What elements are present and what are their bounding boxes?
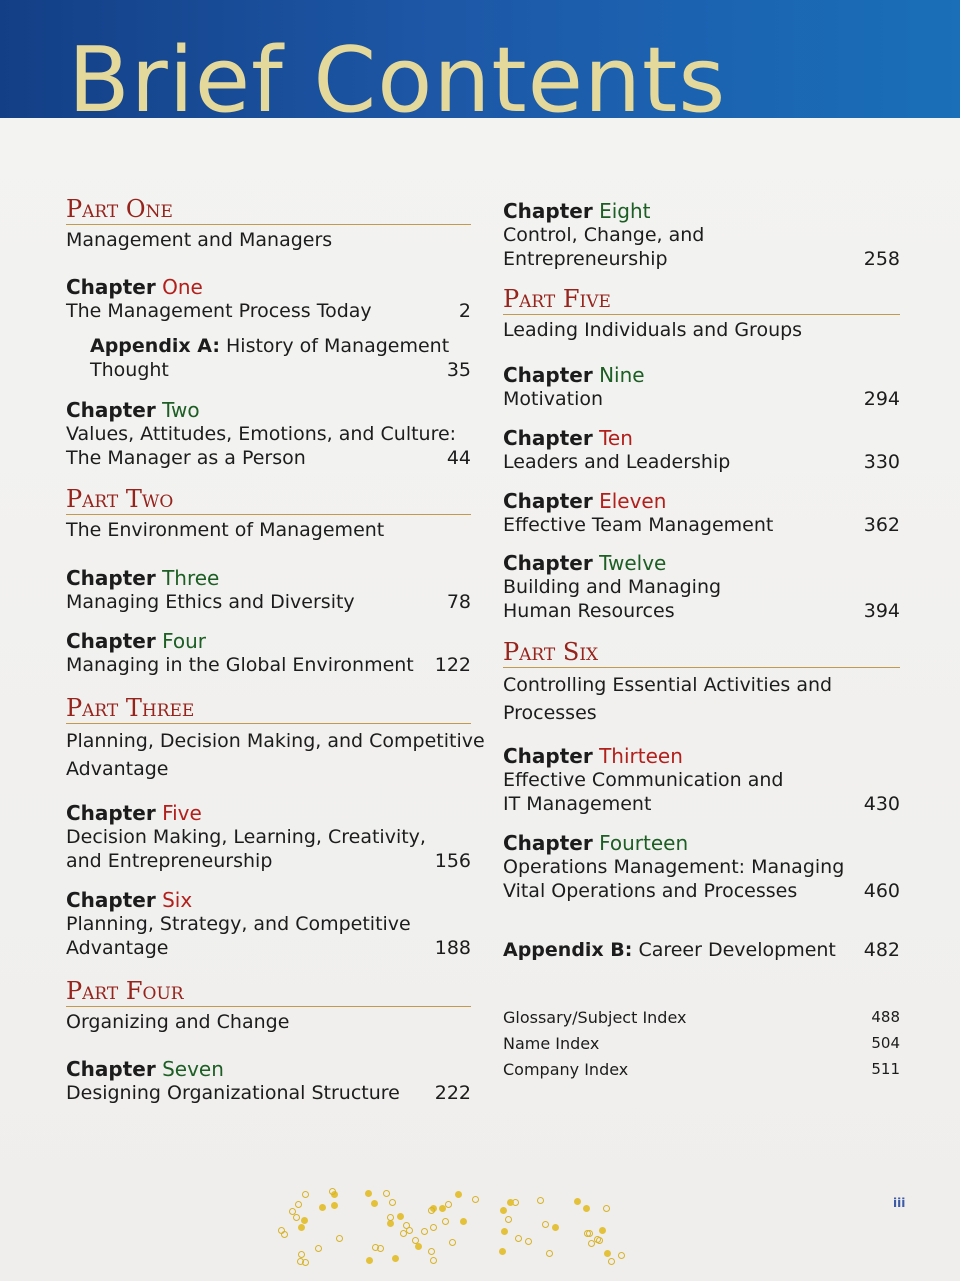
- part-subtitle: Management and Managers: [66, 229, 333, 251]
- page-number: 294: [863, 388, 900, 410]
- chapter-eight-entry[interactable]: [503, 199, 900, 271]
- decorative-dot: [365, 1190, 372, 1197]
- decorative-dot: [439, 1205, 446, 1212]
- decorative-dot: [387, 1214, 394, 1221]
- chapter-word: Chapter: [503, 831, 593, 855]
- chapter-word: Chapter: [66, 275, 156, 299]
- chapter-three-entry[interactable]: [66, 566, 471, 614]
- appendix-label: Appendix A:: [90, 335, 220, 357]
- chapter-number: Four: [162, 629, 207, 653]
- chapter-title-continued: Advantage: [66, 937, 169, 959]
- appendix-title: Career Development: [638, 939, 836, 961]
- part-subtitle: Planning, Decision Making, and Competitive: [66, 730, 485, 752]
- chapter-word: Chapter: [66, 629, 156, 653]
- page-folio: iii: [893, 1196, 906, 1210]
- chapter-number: Eight: [599, 199, 651, 223]
- decorative-dot: [421, 1228, 428, 1235]
- decorative-dot: [515, 1235, 522, 1242]
- part-divider: [66, 1006, 471, 1007]
- decorative-dot: [552, 1224, 559, 1231]
- decorative-dot: [387, 1220, 394, 1227]
- chapter-fourteen-entry[interactable]: [503, 831, 900, 903]
- part-title: Part Three: [66, 694, 195, 722]
- chapter-word: Chapter: [66, 801, 156, 825]
- decorative-dot: [583, 1205, 590, 1212]
- decorative-dot: [366, 1257, 373, 1264]
- decorative-dot: [542, 1221, 549, 1228]
- page-number: 44: [446, 447, 471, 469]
- decorative-dot: [472, 1196, 479, 1203]
- chapter-word: Chapter: [503, 744, 593, 768]
- decorative-dot: [298, 1251, 305, 1258]
- decorative-dot: [319, 1204, 326, 1211]
- index-label: Name Index: [503, 1034, 600, 1053]
- part-divider: [66, 514, 471, 515]
- chapter-word: Chapter: [503, 551, 593, 575]
- part-subtitle: Organizing and Change: [66, 1011, 290, 1033]
- part-two: [66, 485, 471, 542]
- chapter-title: Values, Attitudes, Emotions, and Culture:: [66, 423, 457, 445]
- page-number: 330: [863, 451, 900, 473]
- decorative-dot: [455, 1191, 462, 1198]
- page-number: 362: [863, 514, 900, 536]
- chapter-word: Chapter: [503, 199, 593, 223]
- page-number: 258: [863, 248, 900, 270]
- part-subtitle: Leading Individuals and Groups: [503, 319, 803, 341]
- decorative-dot: [377, 1245, 384, 1252]
- chapter-number: Twelve: [599, 551, 667, 575]
- glossary-subject-index-entry[interactable]: [503, 1005, 900, 1030]
- decorative-dot: [500, 1207, 507, 1214]
- chapter-title: Operations Management: Managing: [503, 856, 845, 878]
- chapter-title-continued: IT Management: [503, 793, 652, 815]
- decorative-dot: [389, 1199, 396, 1206]
- decorative-dot: [460, 1218, 467, 1225]
- part-subtitle-continued: Advantage: [66, 758, 169, 780]
- decorative-dot: [499, 1248, 506, 1255]
- appendix-a-entry[interactable]: [90, 334, 471, 382]
- chapter-number: Six: [162, 888, 193, 912]
- decorative-dot: [449, 1239, 456, 1246]
- decorative-dot: [608, 1258, 615, 1265]
- decorative-dot: [428, 1207, 435, 1214]
- part-title: Part Four: [66, 977, 184, 1005]
- decorative-dot: [546, 1250, 553, 1257]
- chapter-title-continued: The Manager as a Person: [66, 447, 306, 469]
- chapter-number: Ten: [599, 426, 633, 450]
- chapter-word: Chapter: [66, 1057, 156, 1081]
- chapter-title: Motivation: [503, 388, 604, 410]
- chapter-title: Control, Change, and: [503, 224, 705, 246]
- page-number: 188: [434, 937, 471, 959]
- decorative-dot: [412, 1237, 419, 1244]
- decorative-dot: [298, 1224, 305, 1231]
- part-five: [503, 285, 900, 342]
- chapter-word: Chapter: [503, 363, 593, 387]
- name-index-entry[interactable]: [503, 1031, 900, 1056]
- chapter-two-entry[interactable]: [66, 398, 471, 470]
- decorative-dot: [297, 1258, 304, 1265]
- page-number: 122: [434, 654, 471, 676]
- decorative-dot: [442, 1218, 449, 1225]
- page-number: 394: [863, 600, 900, 622]
- part-subtitle: The Environment of Management: [66, 519, 385, 541]
- chapter-ten-entry[interactable]: [503, 426, 900, 474]
- chapter-title: Building and Managing: [503, 576, 722, 598]
- decorative-dot: [596, 1237, 603, 1244]
- decorative-dot: [403, 1222, 410, 1229]
- decorative-dot: [302, 1191, 309, 1198]
- page-number: 488: [871, 1008, 900, 1026]
- appendix-label: Appendix B:: [503, 939, 633, 961]
- chapter-number: One: [162, 275, 203, 299]
- chapter-title: Managing Ethics and Diversity: [66, 591, 355, 613]
- chapter-title: Effective Communication and: [503, 769, 784, 791]
- page-number: 156: [434, 850, 471, 872]
- index-label: Company Index: [503, 1060, 629, 1079]
- chapter-nine-entry[interactable]: [503, 363, 900, 411]
- part-divider: [503, 314, 900, 315]
- chapter-thirteen-entry[interactable]: [503, 744, 900, 816]
- chapter-word: Chapter: [66, 888, 156, 912]
- decorative-dot: [430, 1224, 437, 1231]
- chapter-title: The Management Process Today: [66, 300, 372, 322]
- part-three: [66, 694, 485, 783]
- page-number: 2: [458, 300, 471, 322]
- chapter-word: Chapter: [66, 566, 156, 590]
- decorative-dot: [603, 1205, 610, 1212]
- part-subtitle-continued: Processes: [503, 702, 597, 724]
- decorative-dot: [501, 1228, 508, 1235]
- chapter-title: Decision Making, Learning, Creativity,: [66, 826, 426, 848]
- chapter-title: Managing in the Global Environment: [66, 654, 414, 676]
- part-title: Part Two: [66, 485, 174, 513]
- page-number: 35: [446, 359, 471, 381]
- page-number: 430: [863, 793, 900, 815]
- part-title: Part Six: [503, 638, 599, 666]
- appendix-title: History of Management: [226, 335, 450, 357]
- part-title: Part One: [66, 195, 173, 223]
- chapter-seven-entry[interactable]: [66, 1057, 471, 1105]
- decorative-dot: [445, 1201, 452, 1208]
- decorative-dot: [537, 1197, 544, 1204]
- decorative-dot: [397, 1213, 404, 1220]
- appendix-title-continued: Thought: [90, 359, 169, 381]
- chapter-title: Leaders and Leadership: [503, 451, 731, 473]
- decorative-dot: [618, 1252, 625, 1259]
- chapter-title-continued: Human Resources: [503, 600, 675, 622]
- chapter-title-continued: Entrepreneurship: [503, 248, 668, 270]
- decorative-dot: [584, 1230, 591, 1237]
- chapter-eleven-entry[interactable]: [503, 489, 900, 537]
- chapter-four-entry[interactable]: [66, 629, 471, 677]
- decorative-dot: [331, 1202, 338, 1209]
- decorative-dot: [383, 1190, 390, 1197]
- decorative-dot: [301, 1217, 308, 1224]
- decorative-dot: [604, 1250, 611, 1257]
- decorative-dot: [507, 1199, 514, 1206]
- chapter-six-entry[interactable]: [66, 888, 471, 960]
- chapter-number: Eleven: [599, 489, 667, 513]
- page-number: 511: [871, 1060, 900, 1078]
- decorative-dot: [599, 1227, 606, 1234]
- decorative-dot: [428, 1248, 435, 1255]
- decorative-dot: [315, 1245, 322, 1252]
- decorative-dot: [505, 1216, 512, 1223]
- company-index-entry[interactable]: [503, 1057, 900, 1082]
- chapter-title: Effective Team Management: [503, 514, 774, 536]
- chapter-word: Chapter: [503, 426, 593, 450]
- appendix-b-entry[interactable]: [503, 938, 900, 962]
- part-six: [503, 638, 900, 727]
- part-title: Part Five: [503, 285, 611, 313]
- part-one: [66, 195, 471, 252]
- part-divider: [66, 723, 471, 724]
- decorative-dot: [371, 1200, 378, 1207]
- decorative-dot: [588, 1240, 595, 1247]
- chapter-word: Chapter: [66, 398, 156, 422]
- decorative-dot: [336, 1235, 343, 1242]
- decorative-dot: [293, 1214, 300, 1221]
- right-column: [503, 195, 900, 1095]
- chapter-word: Chapter: [503, 489, 593, 513]
- chapter-title-continued: Vital Operations and Processes: [503, 880, 798, 902]
- chapter-title: Planning, Strategy, and Competitive: [66, 913, 411, 935]
- decorative-dot: [525, 1238, 532, 1245]
- part-four: [66, 977, 471, 1034]
- part-subtitle: Controlling Essential Activities and: [503, 674, 833, 696]
- page-number: 460: [863, 880, 900, 902]
- chapter-title-continued: and Entrepreneurship: [66, 850, 273, 872]
- decorative-dot: [415, 1243, 422, 1250]
- chapter-twelve-entry[interactable]: [503, 551, 900, 623]
- left-column: [66, 195, 485, 1115]
- chapter-number: Fourteen: [599, 831, 689, 855]
- chapter-number: Three: [162, 566, 220, 590]
- page-number: 504: [871, 1034, 900, 1052]
- page-number: 78: [446, 591, 471, 613]
- part-divider: [66, 224, 471, 225]
- chapter-number: Two: [162, 398, 200, 422]
- page-title: Brief Contents: [68, 28, 727, 118]
- chapter-number: Five: [162, 801, 202, 825]
- chapter-five-entry[interactable]: [66, 801, 471, 873]
- chapter-number: Nine: [599, 363, 645, 387]
- decorative-dot: [392, 1255, 399, 1262]
- part-divider: [503, 667, 900, 668]
- decorative-dot: [430, 1257, 437, 1264]
- decorative-dot: [295, 1201, 302, 1208]
- chapter-title: Designing Organizational Structure: [66, 1082, 400, 1104]
- index-label: Glossary/Subject Index: [503, 1008, 687, 1027]
- decorative-dot: [281, 1231, 288, 1238]
- chapter-number: Seven: [162, 1057, 224, 1081]
- chapter-number: Thirteen: [599, 744, 683, 768]
- header-banner: [0, 0, 960, 118]
- page-number: 222: [434, 1082, 471, 1104]
- decorative-dot: [329, 1188, 336, 1195]
- decorative-dot: [574, 1198, 581, 1205]
- page-number: 482: [863, 939, 900, 961]
- chapter-one-entry[interactable]: [66, 275, 471, 323]
